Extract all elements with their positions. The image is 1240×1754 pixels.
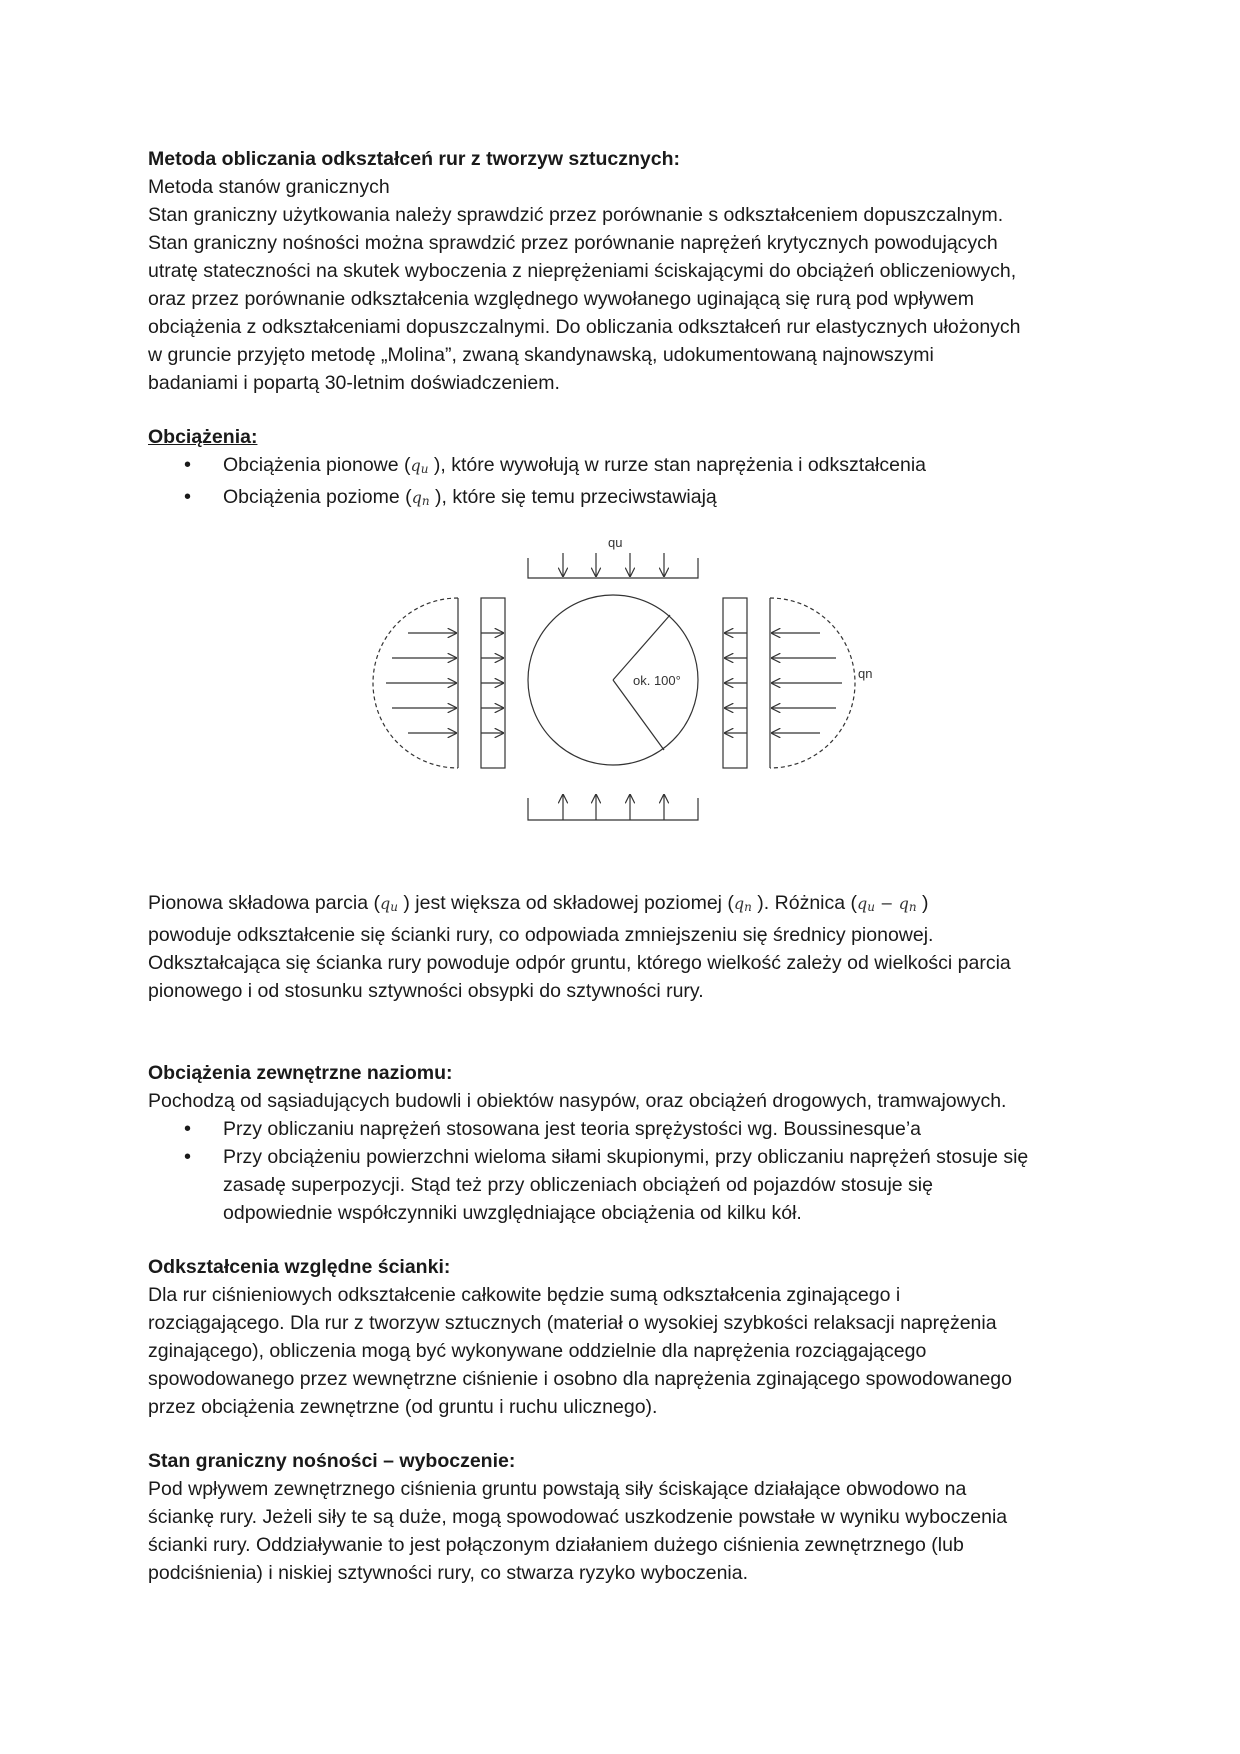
relative-line: zginającego), obliczenia mogą być wykonywane oddzielnie dla naprężenia rozciągającego: [148, 1340, 927, 1362]
list-item: • Przy obciążeniu powierzchni wieloma siłami skupionymi, przy obliczaniu naprężeń stosuje się zasadę superpozycji. Stąd też przy obliczeniach obciążeń od pojazdów stosuje się odpowiednie współczynniki uwzględniające obciążenia od kilku kół.: [223, 1143, 1108, 1227]
relative-line: rozciągającego. Dla rur z tworzyw sztucznych (materiał o wysokiej szybkości relaksacji naprężenia: [148, 1312, 997, 1334]
relative-heading: Odkształcenia względne ścianki:: [148, 1256, 451, 1278]
intro-line: w gruncie przyjęto metodę „Molina”, zwaną skandynawską, udokumentowaną najnowszymi: [148, 344, 934, 366]
intro-heading: Metoda obliczania odkształceń rur z tworzyw sztucznych:: [148, 148, 681, 170]
external-line: Pochodzą od sąsiadujących budowli i obiektów nasypów, oraz obciążeń drogowych, tramwajowych.: [148, 1090, 1007, 1112]
bottom-load-bracket: [528, 798, 698, 820]
label-qu: qu: [608, 535, 623, 550]
pressure-line-1: Pionowa składowa parcia ($q_u$ ) jest większa od składowej poziomej ($q_n$ ). Różnica ($q_u - q_n$ ): [148, 892, 929, 914]
bullet-text: ), które się temu przeciwstawiają: [429, 486, 717, 508]
external-list: [148, 1115, 1108, 1227]
q-u-symbol: $q_u$: [379, 894, 398, 914]
bullet-text: Obciążenia poziome (: [223, 486, 412, 508]
top-load-bracket: [528, 558, 698, 578]
intro-line: Stan graniczny nośności można sprawdzić przez porównanie naprężeń krytycznych powodujących: [148, 232, 998, 254]
intro-line: utratę stateczności na skutek wyboczenia z nieprężeniami ściskającymi do obciążeń obliczeniowych,: [148, 260, 1017, 282]
intro-line: Stan graniczny użytkowania należy sprawdzić przez porównanie s odkształceniem dopuszczalnym.: [148, 204, 1004, 226]
label-angle: ok. 100°: [633, 673, 681, 688]
intro-line: oraz przez porównanie odkształcenia względnego wywołanego uginającą się rurą pod wpływem: [148, 288, 974, 310]
bullet-text: Obciążenia pionowe (: [223, 454, 411, 476]
intro-line: obciążenia z odkształceniami dopuszczalnymi. Do obliczania odkształceń rur elastycznych ułożonych: [148, 316, 1021, 338]
buckling-line: ścianki rury. Oddziaływanie to jest połączonym działaniem dużego ciśnienia zewnętrznego (lub: [148, 1534, 964, 1556]
buckling-line: podciśnienia) i niskiej sztywności rury, co stwarza ryzyko wyboczenia.: [148, 1562, 749, 1584]
label-qn: qn: [858, 666, 873, 681]
loads-heading: Obciążenia:: [148, 426, 258, 448]
pressure-line: powoduje odkształcenie się ścianki rury, co odpowiada zmniejszeniu się średnicy pionowej.: [148, 924, 934, 946]
buckling-line: Pod wpływem zewnętrznego ciśnienia gruntu powstają siły ściskające działające obwodowo na: [148, 1478, 967, 1500]
pressure-line: pionowego i od stosunku sztywności obsypki do sztywności rury.: [148, 980, 704, 1002]
document-page: [148, 145, 1108, 1587]
relative-line: Dla rur ciśnieniowych odkształcenie całkowite będzie sumą odkształcenia zginającego i: [148, 1284, 901, 1306]
angle-ray: [613, 680, 664, 750]
q-n-symbol: $q_n$: [898, 894, 917, 914]
load-diagram-svg: [368, 533, 888, 833]
q-u-symbol: $q_u$: [857, 894, 875, 914]
relative-line: spowodowanego przez wewnętrzne ciśnienie i osobno dla naprężenia zginającego spowodowanego: [148, 1368, 1012, 1390]
loads-list: [148, 451, 1108, 515]
q-n-symbol: $q_n$: [411, 488, 430, 508]
bullet-text: ), które wywołują w rurze stan naprężenia i odkształcenia: [428, 454, 926, 476]
buckling-line: ściankę rury. Jeżeli siły te są duże, mogą spowodować uszkodzenie powstałe w wyniku wyboczenia: [148, 1506, 1008, 1528]
list-item: [223, 483, 1108, 515]
external-heading: Obciążenia zewnętrzne naziomu:: [148, 1062, 453, 1084]
intro-subheading: Metoda stanów granicznych: [148, 176, 390, 198]
q-n-symbol: $q_n$: [733, 894, 752, 914]
angle-ray: [613, 615, 670, 680]
q-u-symbol: $q_u$: [410, 456, 429, 476]
intro-line: badaniami i popartą 30-letnim doświadczeniem.: [148, 372, 560, 394]
relative-line: przez obciążenia zewnętrzne (od gruntu i ruchu ulicznego).: [148, 1396, 658, 1418]
pressure-line: Odkształcająca się ścianka rury powoduje odpór gruntu, którego wielkość zależy od wielkości parcia: [148, 952, 1011, 974]
list-item: • Przy obliczaniu naprężeń stosowana jest teoria sprężystości wg. Boussinesque’a: [223, 1115, 1108, 1143]
buckling-heading: Stan graniczny nośności – wyboczenie:: [148, 1450, 516, 1472]
list-item: [223, 451, 1108, 483]
load-diagram: [368, 533, 948, 863]
